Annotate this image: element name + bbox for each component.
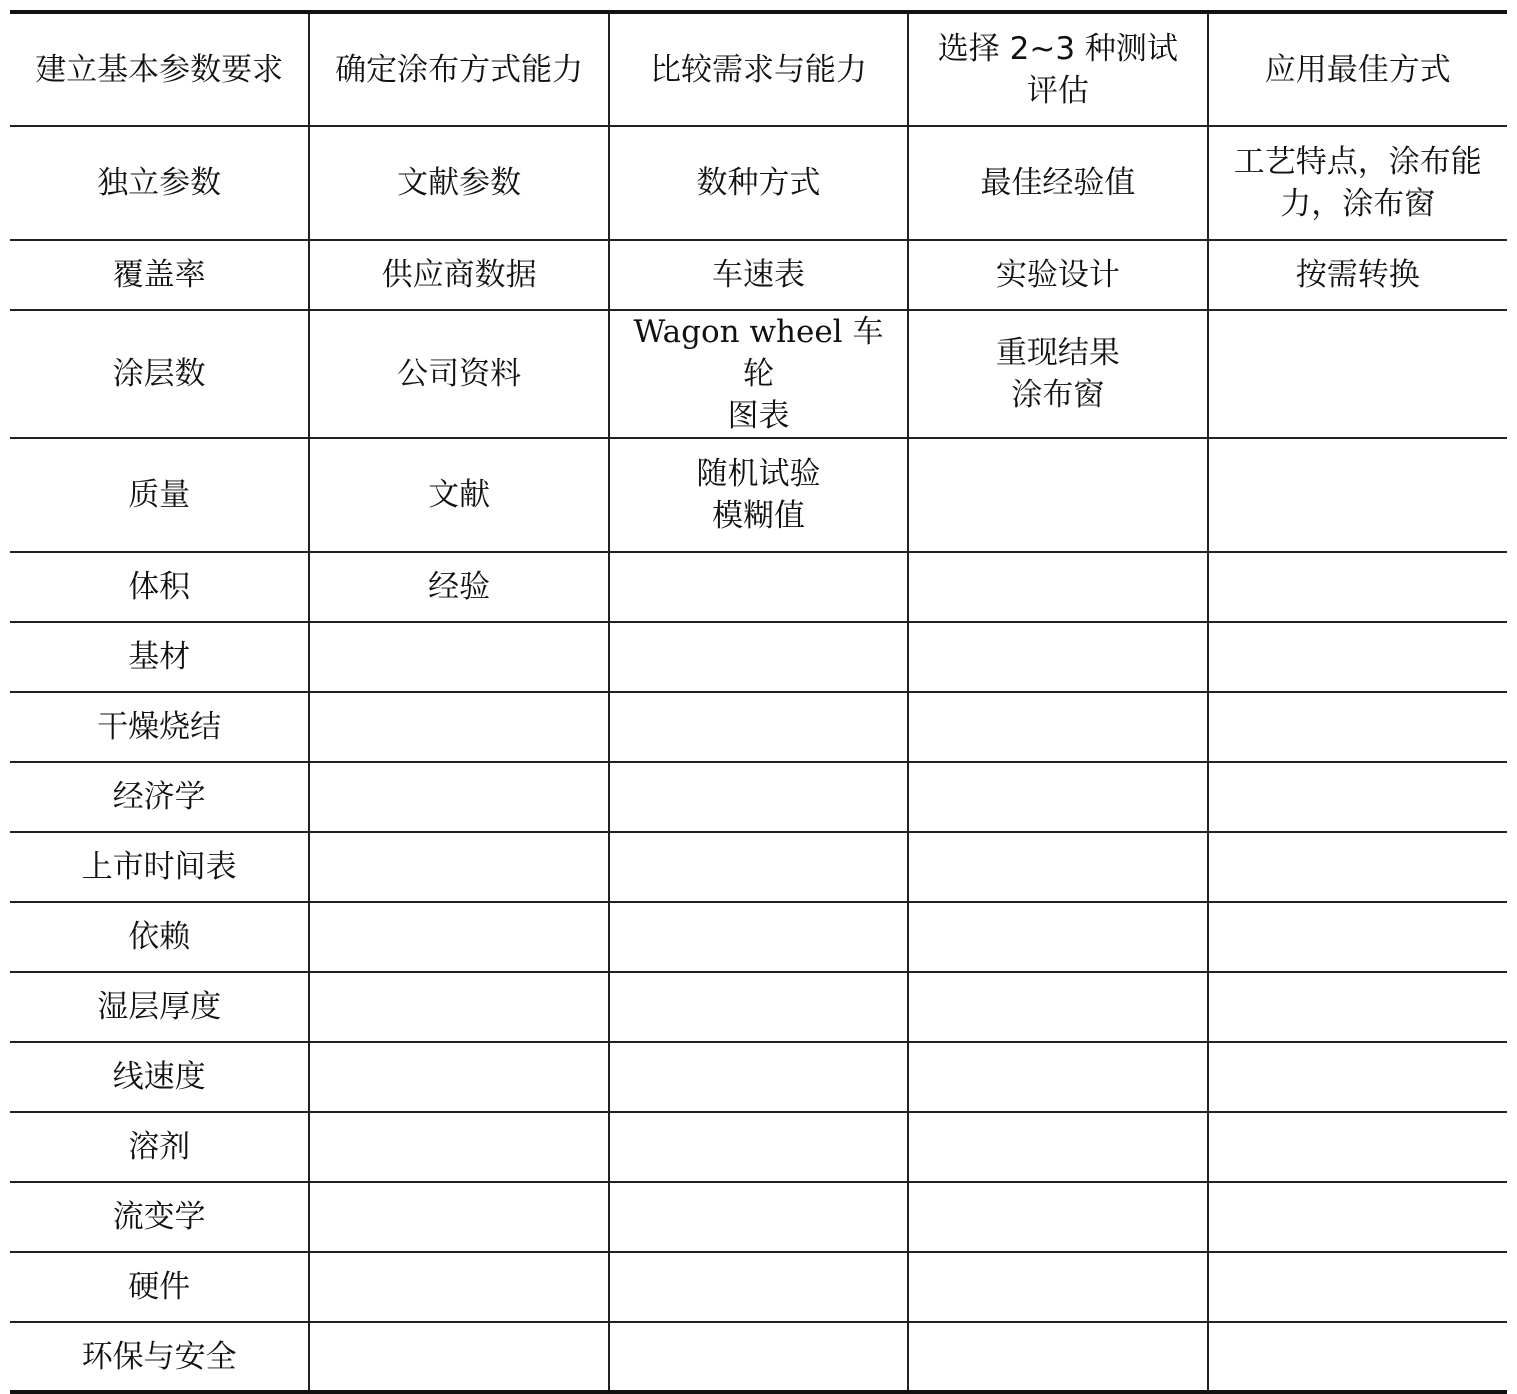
table-cell: [1208, 438, 1507, 552]
table-cell: [309, 1042, 608, 1112]
table-cell: 随机试验 模糊值: [609, 438, 908, 552]
table-cell: [609, 1042, 908, 1112]
table-cell: [309, 972, 608, 1042]
table-cell: [609, 762, 908, 832]
table-cell: [309, 622, 608, 692]
table-cell: 基材: [10, 622, 309, 692]
table-cell: [908, 622, 1207, 692]
table-cell: 按需转换: [1208, 240, 1507, 310]
table-cell: 数种方式: [609, 126, 908, 240]
table-cell: 文献: [309, 438, 608, 552]
table-row: [10, 832, 1507, 902]
table-cell: [609, 832, 908, 902]
table-row: [10, 972, 1507, 1042]
table-cell: [1208, 692, 1507, 762]
table-row: [10, 1112, 1507, 1182]
table-cell: [309, 832, 608, 902]
header-cell-4: 选择 2~3 种测试 评估: [908, 12, 1207, 126]
table-cell: [1208, 972, 1507, 1042]
table-cell: [309, 1322, 608, 1392]
table-cell: 公司资料: [309, 310, 608, 438]
table-cell: 流变学: [10, 1182, 309, 1252]
table-cell: [908, 692, 1207, 762]
table-cell: [908, 1182, 1207, 1252]
table-cell: [908, 552, 1207, 622]
table-row: [10, 1252, 1507, 1322]
table-cell: [609, 1252, 908, 1322]
table-cell: [908, 1042, 1207, 1112]
table-cell: 车速表: [609, 240, 908, 310]
table-cell: 硬件: [10, 1252, 309, 1322]
table-cell: [609, 972, 908, 1042]
table-cell: 环保与安全: [10, 1322, 309, 1392]
header-cell-2: 确定涂布方式能力: [309, 12, 608, 126]
table-cell: 依赖: [10, 902, 309, 972]
table-cell: [309, 1252, 608, 1322]
table-cell: [908, 1112, 1207, 1182]
table-body: [10, 126, 1507, 1392]
header-cell-3: 比较需求与能力: [609, 12, 908, 126]
table-cell: 供应商数据: [309, 240, 608, 310]
table-row: [10, 438, 1507, 552]
table-cell: [309, 1112, 608, 1182]
table-cell: Wagon wheel 车轮 图表: [609, 310, 908, 438]
table-cell: [309, 902, 608, 972]
table-cell: [1208, 832, 1507, 902]
table-cell: 经验: [309, 552, 608, 622]
table-cell: 干燥烧结: [10, 692, 309, 762]
table-cell: [908, 438, 1207, 552]
table-cell: 实验设计: [908, 240, 1207, 310]
table-cell: 涂层数: [10, 310, 309, 438]
table-cell: [908, 972, 1207, 1042]
table-cell: [309, 1182, 608, 1252]
table-row: [10, 240, 1507, 310]
table-cell: 湿层厚度: [10, 972, 309, 1042]
table-cell: 上市时间表: [10, 832, 309, 902]
table-cell: 工艺特点，涂布能 力，涂布窗: [1208, 126, 1507, 240]
table-cell: [609, 1182, 908, 1252]
table-cell: [609, 902, 908, 972]
table-cell: 溶剂: [10, 1112, 309, 1182]
table-cell: [1208, 622, 1507, 692]
table-cell: [1208, 762, 1507, 832]
table-cell: [908, 1322, 1207, 1392]
table-cell: [908, 1252, 1207, 1322]
table-cell: [1208, 1322, 1507, 1392]
table-cell: [908, 832, 1207, 902]
table-cell: 独立参数: [10, 126, 309, 240]
header-cell-1: 建立基本参数要求: [10, 12, 309, 126]
table-row: [10, 692, 1507, 762]
coating-method-selection-table: [10, 10, 1507, 1394]
table-cell: [1208, 310, 1507, 438]
table-row: [10, 762, 1507, 832]
table-cell: [609, 692, 908, 762]
table-row: [10, 1042, 1507, 1112]
table-cell: [609, 1322, 908, 1392]
table-cell: 最佳经验值: [908, 126, 1207, 240]
table-cell: [908, 902, 1207, 972]
table-row: [10, 622, 1507, 692]
table-cell: [609, 552, 908, 622]
table-cell: [908, 762, 1207, 832]
table-cell: 线速度: [10, 1042, 309, 1112]
table-cell: [309, 762, 608, 832]
table-row: [10, 552, 1507, 622]
table-row: [10, 310, 1507, 438]
header-cell-5: 应用最佳方式: [1208, 12, 1507, 126]
table-header-row: [10, 12, 1507, 126]
table-cell: 质量: [10, 438, 309, 552]
table-cell: [609, 622, 908, 692]
table-cell: [1208, 902, 1507, 972]
table-row: [10, 1182, 1507, 1252]
table-cell: [1208, 1182, 1507, 1252]
table-cell: 文献参数: [309, 126, 608, 240]
table-cell: [1208, 1112, 1507, 1182]
table-row: [10, 1322, 1507, 1392]
table-cell: [309, 692, 608, 762]
table-cell: [1208, 1252, 1507, 1322]
table-cell: 体积: [10, 552, 309, 622]
table-row: [10, 902, 1507, 972]
table-cell: [609, 1112, 908, 1182]
table-cell: 经济学: [10, 762, 309, 832]
table-cell: 重现结果 涂布窗: [908, 310, 1207, 438]
table-cell: [1208, 552, 1507, 622]
table-cell: 覆盖率: [10, 240, 309, 310]
table-cell: [1208, 1042, 1507, 1112]
table-row: [10, 126, 1507, 240]
